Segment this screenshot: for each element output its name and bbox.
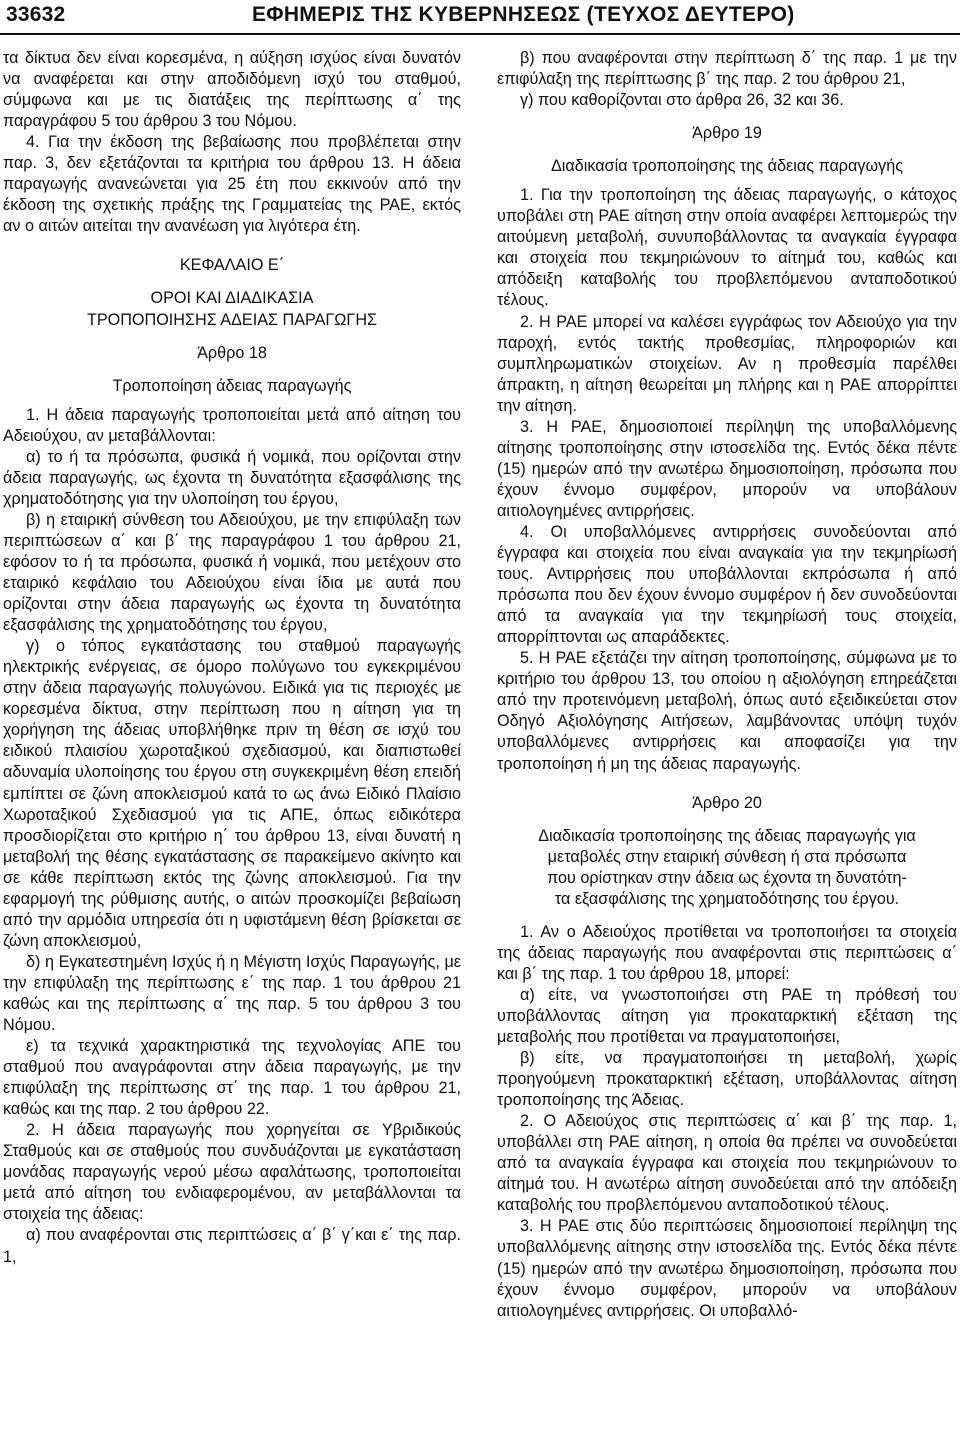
article-heading: Άρθρο 20 <box>692 793 762 812</box>
article-title: μεταβολές στην εταιρική σύνθεση ή στα πρόσωπα <box>547 847 907 866</box>
article-title: που ορίστηκαν στην άδεια ως έχοντα τη δυνατότη- <box>547 868 907 887</box>
chapter-heading: ΚΕΦΑΛΑΙΟ Ε΄ <box>179 256 285 275</box>
paragraph: γ) που καθορίζονται στο άρθρα 26, 32 και 36. <box>520 91 844 110</box>
chapter-title: ΤΡΟΠΟΠΟΙΗΣΗΣ ΑΔΕΙΑΣ ΠΑΡΑΓΩΓΗΣ <box>86 310 378 329</box>
paragraph: 2. Η ΡΑΕ μπορεί να καλέσει εγγράφως τον Αδειούχο για την παροχή, εντός τακτής προθεσμίας, πληροφοριών και συμπληρωματικών στοιχείων. Αν η προθεσμία παρέλθει άπρακτη, η αίτηση θεωρείται μη πλήρης και η ΡΑΕ απορρίπτει την αίτηση. <box>497 312 957 415</box>
paragraph: 2. Ο Αδειούχος στις περιπτώσεις α΄ και β΄ της παρ. 1, υποβάλλει στη ΡΑΕ αίτηση, η οποία θα πρέπει να συνοδεύεται από τα αναγκαία έγγραφα και στοιχεία που τεκμηριώνουν το αίτημά του. Η ανωτέρω αίτηση συνοδεύεται από την απόδειξη καταβολής του προβλεπόμενου ανταποδοτικού τέλους. <box>497 1112 957 1215</box>
paragraph: 2. Η άδεια παραγωγής που χορηγείται σε Υβριδικούς Σταθμούς και σε σταθμούς που συνδυάζονται με εγκατάσταση μονάδας παραγωγής νερού μέσω αφαλάτωσης, τροποποιείται μετά από αίτηση του ενδιαφερομένου, αν μεταβάλλονται τα στοιχεία της άδειας: <box>3 1121 461 1224</box>
paragraph: β) που αναφέρονται στην περίπτωση δ΄ της παρ. 1 με την επιφύλαξη της περίπτωσης β΄ της παρ. 2 του άρθρου 21, <box>497 49 957 89</box>
right-column <box>497 48 957 1322</box>
paragraph: 3. Η ΡΑΕ, δημοσιοποιεί περίληψη της υποβαλλόμενης αίτησης τροποποίησης στην ιστοσελίδα της. Εντός δέκα πέντε (15) ημερών από την ανωτέρω δημοσιοποίηση, πρόσωπα που έχουν έννομο συμφέρον, μπορούν να υποβάλουν αιτιολογημένες αντιρρήσεις. <box>497 417 957 520</box>
article-heading: Άρθρο 19 <box>692 124 762 143</box>
paragraph: β) είτε, να πραγματοποιήσει τη μεταβολή, χωρίς προηγούμενη προκαταρκτική εξέταση, υποβάλλοντας αίτηση τροποποίησης της Άδειας. <box>497 1049 957 1110</box>
article-title: Διαδικασία τροποποίησης της άδειας παραγωγής <box>550 157 904 176</box>
paragraph: τα δίκτυα δεν είναι κορεσμένα, η αύξηση ισχύος είναι δυνατόν να αναφέρεται και στην αποδιδόμενη ισχύ του σταθμού, σύμφωνα και με τις διατάξεις της περίπτωσης α΄ της παραγράφου 5 του άρθρου 3 του Νόμου. <box>3 49 461 131</box>
paragraph: 3. Η ΡΑΕ στις δύο περιπτώσεις δημοσιοποιεί περίληψη της υποβαλλόμενης αίτησης στην ιστοσελίδα της. Εντός δέκα πέντε (15) ημερών από την ανωτέρω δημοσιοποίηση, πρόσωπα που έχουν έννομο συμφέρον, μπορούν να υποβάλουν αιτιολογημένες αντιρρήσεις. Οι υποβαλλό- <box>497 1217 957 1320</box>
page-number: 33632 <box>6 3 66 26</box>
paragraph: α) είτε, να γνωστοποιήσει στη ΡΑΕ τη πρόθεσή του υποβάλλοντας αίτηση για προκαταρκτική εξέταση της μεταβολής που προτίθεται να πραγματοποιήσει, <box>497 985 957 1047</box>
gazette-title: ΕΦΗΜΕΡΙΣ ΤΗΣ ΚΥΒΕΡΝΗΣΕΩΣ (ΤΕΥΧΟΣ ΔΕΥΤΕΡΟ) <box>252 3 795 26</box>
article-title: Διαδικασία τροποποίησης της άδειας παραγωγής για <box>538 826 916 845</box>
paragraph: α) το ή τα πρόσωπα, φυσικά ή νομικά, που ορίζονται στην άδεια παραγωγής, ως έχοντα τη δυνατότητα εξασφάλισης της χρηματοδότησης για την υλοποίηση του έργου, <box>3 447 461 508</box>
left-column <box>3 48 461 1268</box>
paragraph: 1. Για την τροποποίηση της άδειας παραγωγής, ο κάτοχος υποβάλει στη ΡΑΕ αίτηση στην οποία αναφέρει λεπτομερώς την αιτούμενη μεταβολή, συνυποβάλλοντας τα αναγκαία έγγραφα και στοιχεία που τεκμηριώνουν το αίτημά του, καθώς και απόδειξη καταβολής του προβλεπόμενου ανταποδοτικού τέλους. <box>497 186 957 310</box>
paragraph: 4. Για την έκδοση της βεβαίωσης που προβλέπεται στην παρ. 3, δεν εξετάζονται τα κριτήρια του άρθρου 13. Η άδεια παραγωγής ανανεώνεται για 25 έτη που εκκινούν από την έκδοση της σχετικής πράξης της Γραμματείας της ΡΑΕ, εκτός αν ο αιτών αιτείται την ανανέωση για λιγότερα έτη. <box>3 133 461 236</box>
header-rule <box>0 33 960 35</box>
article-heading: Άρθρο 18 <box>197 343 267 362</box>
article-title: τα εξασφάλισης της χρηματοδότησης του έργου. <box>554 889 900 908</box>
paragraph: 1. Η άδεια παραγωγής τροποποιείται μετά από αίτηση του Αδειούχου, αν μεταβάλλονται: <box>3 405 461 445</box>
paragraph: ε) τα τεχνικά χαρακτηριστικά της τεχνολογίας ΑΠΕ του σταθμού που αναγράφονται στην άδεια παραγωγής, με την επιφύλαξη της περίπτωσης στ΄ της παρ. 1 του άρθρου 21, καθώς και της παρ. 2 του άρθρου 22. <box>3 1037 461 1119</box>
page-header <box>0 0 960 34</box>
paragraph: γ) ο τόπος εγκατάστασης του σταθμού παραγωγής ηλεκτρικής ενέργειας, σε όμορο πολύγωνο του εγκεκριμένου στην άδεια παραγωγής πολυγώνου. Ειδικά για τις περιοχές με κορεσμένα δίκτυα, στην περίπτωση που η αίτηση για τη χορήγηση της άδειας υποβλήθηκε πριν τη θέση σε ισχύ του ειδικού πλαισίου χωροταξικού σχεδιασμού, και διαπιστωθεί αδυναμία υλοποίησης του έργου στη συγκεκριμένη θέση επειδή εμπίπτει σε ζώνη αποκλεισμού κατά το ως άνω Ειδικό Πλαίσιο Χωροταξικού Σχεδιασμού για τις ΑΠΕ, όπως ειδικότερα προσδιορίζεται στο κριτήριο η΄ του άρθρου 13, είναι δυνατή η μεταβολή της θέσης εγκατάστασης σε παρακείμενο ακίνητο και σε κάθε περίπτωση εκτός της ζώνης αποκλεισμού. Για την εφαρμογή της ρύθμισης αυτής, ο αιτών προσκομίζει βεβαίωση από την αρμόδια υπηρεσία ότι η υφιστάμενη θέση βρίσκεται σε ζώνη αποκλεισμού, <box>3 637 461 950</box>
paragraph: α) που αναφέρονται στις περιπτώσεις α΄ β΄ γ΄και ε΄ της παρ. 1, <box>3 1226 461 1266</box>
paragraph: β) η εταιρική σύνθεση του Αδειούχου, με την επιφύλαξη των περιπτώσεων α΄ και β΄ της παραγράφου 1 του άρθρου 21, εφόσον το ή τα πρόσωπα, φυσικά ή νομικά, που μετέχουν στο εταιρικό κεφάλαιο του Αδειούχου είναι ίδια με αυτά που ορίζονται στην άδεια παραγωγής ως έχοντα τη δυνατότητα εξασφάλισης της χρηματοδότησης του έργου, <box>3 510 461 635</box>
article-title: Τροποποίηση άδειας παραγωγής <box>112 376 352 395</box>
paragraph: 4. Οι υποβαλλόμενες αντιρρήσεις συνοδεύονται από έγγραφα και στοιχεία που είναι αναγκαία για την τεκμηρίωσή τους. Αντιρρήσεις που υποβάλλονται εκπρόσωπα ή από πρόσωπα που δεν έχουν έννομο συμφέρον ή δεν συνοδεύονται από τα αναγκαία για την τεκμηρίωσή τους στοιχεία, απορρίπτονται ως απαράδεκτες. <box>497 522 957 647</box>
chapter-title: ΟΡΟΙ ΚΑΙ ΔΙΑΔΙΚΑΣΙΑ <box>150 289 314 308</box>
paragraph: δ) η Εγκατεστημένη Ισχύς ή η Μέγιστη Ισχύς Παραγωγής, με την επιφύλαξη της περίπτωσης ε΄ της παρ. 1 του άρθρου 21 καθώς και της περίπτωσης α΄ της παρ. 5 του άρθρου 3 του Νόμου. <box>3 952 461 1035</box>
paragraph: 5. Η ΡΑΕ εξετάζει την αίτηση τροποποίησης, σύμφωνα με το κριτήριο του άρθρου 13, του οποίου η αξιολόγηση επηρεάζεται από την προτεινόμενη μεταβολή, όπως αυτό εξειδικεύεται στον Οδηγό Αξιολόγησης Αιτήσεων, λαμβάνοντας υπόψη τυχόν υποβαλλόμενες αντιρρήσεις και αποφασίζει για την τροποποίηση ή μη της άδειας παραγωγής. <box>497 649 957 773</box>
paragraph: 1. Αν ο Αδειούχος προτίθεται να τροποποιήσει τα στοιχεία της άδειας παραγωγής που αναφέρονται στις περιπτώσεις α΄ και β΄ της παρ. 1 του άρθρου 18, μπορεί: <box>497 922 957 983</box>
